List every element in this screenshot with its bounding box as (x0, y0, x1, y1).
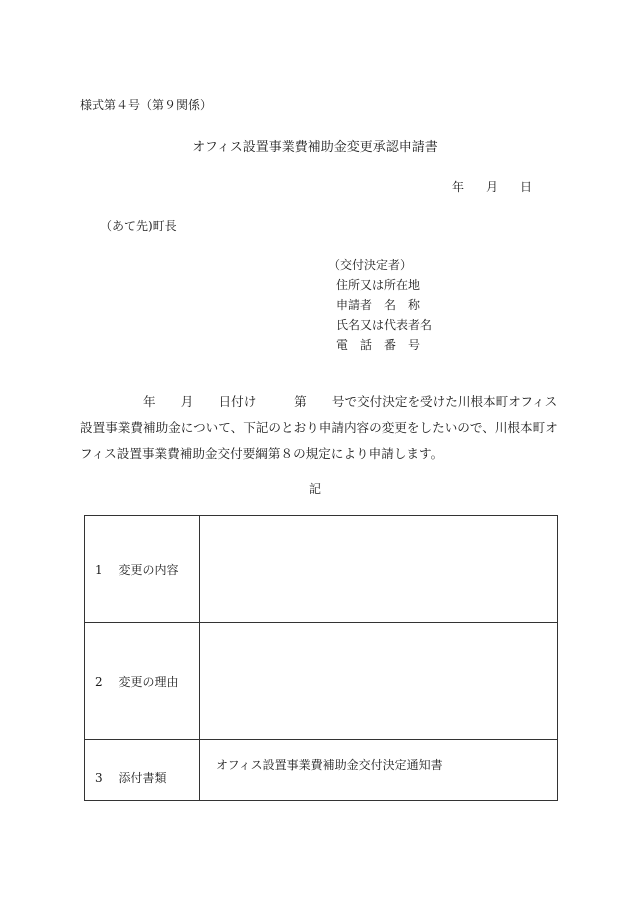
document-title: オフィス設置事業費補助金変更承認申請書 (192, 140, 438, 155)
date-day: 日 (520, 180, 533, 194)
item-label: 1 変更の内容 (85, 516, 200, 623)
date-month: 月 (486, 180, 499, 194)
form-number: 様式第４号（第９関係） (80, 98, 213, 112)
item-label: 2 変更の理由 (85, 623, 200, 740)
item-value (200, 623, 558, 740)
addressee: （あて先)町長 (100, 219, 177, 233)
item-value (200, 516, 558, 623)
item-label: 3 添付書類 (85, 740, 200, 801)
applicant-representative-label: 氏名又は代表者名 (336, 318, 433, 332)
applicant-phone-label: 電 話 番 号 (336, 338, 421, 352)
applicant-name-label: 申請者 名 称 (336, 298, 421, 312)
date-year: 年 (452, 180, 465, 194)
item-value: オフィス設置事業費補助金交付決定通知書 (200, 740, 558, 801)
applicant-heading: （交付決定者） (328, 258, 413, 272)
body-paragraph: 年 月 日付け 第 号で交付決定を受けた川根本町オフィス設置事業費補助金について、下記のとおり申請内容の変更をしたいので、川根本町オフィス設置事業費補助金交付要綱第８の規定により申請します。 (80, 394, 558, 461)
ki-heading: 記 (308, 482, 321, 496)
applicant-address-label: 住所又は所在地 (336, 278, 421, 292)
table-row (85, 623, 558, 740)
items-table (84, 515, 558, 801)
table-row (85, 516, 558, 623)
table-row (85, 740, 558, 801)
